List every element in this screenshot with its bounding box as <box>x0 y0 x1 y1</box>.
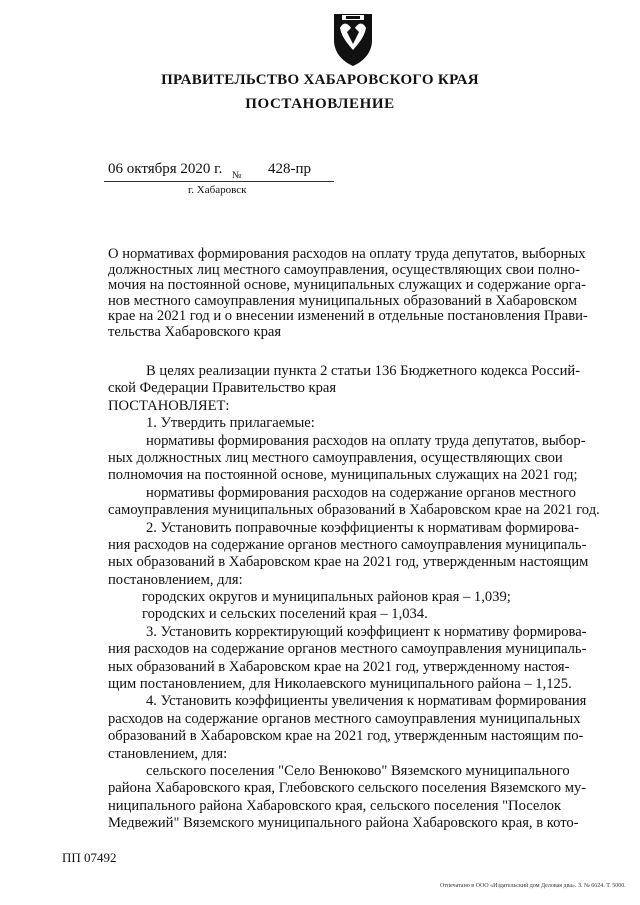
subject-line: О нормативах формирования расходов на оплату труда депутатов, выборных <box>108 246 586 262</box>
body-line: щим постановлением, для Николаевского муниципального района – 1,125. <box>108 676 572 693</box>
body-line: нормативы формирования расходов на оплату труда депутатов, выбор- <box>146 432 586 449</box>
body-line: ных образований в Хабаровском крае на 2021 год, утвержденному настоя- <box>108 658 570 675</box>
body-line: ных должностных лиц местного самоуправления, осуществляющих свои <box>108 449 563 466</box>
body-line: В целях реализации пункта 2 статьи 136 Бюджетного кодекса Россий- <box>146 363 581 379</box>
body-line: района Хабаровского края, Глебовского сельского поселения Вяземского му- <box>108 780 587 797</box>
number-sign: № <box>232 170 242 181</box>
document-city: г. Хабаровск <box>188 184 247 196</box>
subject-line: тельства Хабаровского края <box>108 323 282 340</box>
body-line: 3. Установить корректирующий коэффициент к нормативу формирова- <box>146 623 587 640</box>
body-line: ных образований в Хабаровском крае на 2021 год, утвержденным настоящим <box>108 554 589 571</box>
footer-code: ПП 07492 <box>62 850 117 865</box>
subject-line: должностных лиц местного самоуправления, осуществляющих свои полно- <box>108 261 580 278</box>
body-line: ния расходов на содержание органов местного самоуправления муниципаль- <box>108 536 587 553</box>
document-subject <box>108 247 618 340</box>
body-line: 2. Установить поправочные коэффициенты к нормативам формирова- <box>146 519 579 536</box>
body-line: ниципального района Хабаровского края, сельского поселения "Поселок <box>108 797 562 814</box>
body-line: нормативы формирования расходов на содержание органов местного <box>146 484 576 501</box>
coat-of-arms-icon <box>330 10 376 68</box>
body-line: образований в Хабаровском крае на 2021 год, утвержденным настоящим по- <box>108 728 584 745</box>
subject-line: крае на 2021 год и о внесении изменений в отдельные постановления Прави- <box>108 308 588 324</box>
document-date: 06 октября 2020 г. <box>108 161 223 177</box>
body-line: ПОСТАНОВЛЯЕТ: <box>108 397 230 414</box>
date-underline <box>104 181 334 182</box>
subject-line: нов местного самоуправления муниципальных образований в Хабаровском <box>108 292 578 309</box>
organization-title: ПРАВИТЕЛЬСТВО ХАБАРОВСКОГО КРАЯ <box>161 72 479 88</box>
body-line: самоуправления муниципальных образований в Хабаровском крае на 2021 год. <box>108 502 600 519</box>
body-line: 4. Установить коэффициенты увеличения к нормативам формирования <box>146 693 587 710</box>
body-line: ской Федерации Правительство края <box>108 380 337 397</box>
body-line: Медвежий" Вяземского муниципального района Хабаровского края, в кото- <box>108 815 579 832</box>
document-type: ПОСТАНОВЛЕНИЕ <box>245 96 395 112</box>
body-line: городских округов и муниципальных районов края – 1,039; <box>142 589 511 606</box>
body-line: становлением, для: <box>108 745 228 762</box>
body-line: городских и сельских поселений края – 1,034. <box>142 606 428 623</box>
body-line: сельского поселения "Село Венюково" Вяземского муниципального <box>146 762 570 779</box>
body-line: полномочия на постоянной основе, муниципальных служащих на 2021 год; <box>108 467 578 484</box>
body-line: 1. Утвердить прилагаемые: <box>146 415 315 432</box>
body-line: расходов на содержание органов местного самоуправления муниципальных <box>108 710 581 727</box>
body-line: постановлением, для: <box>108 571 243 588</box>
printing-note: Отпечатано в ООО «Издательский дом Деловая два». З. № 6624. Т. 5000. <box>440 883 626 889</box>
document-number: 428-пр <box>268 161 312 177</box>
subject-line: мочия на постоянной основе, муниципальных служащих и содержание орга- <box>108 277 587 293</box>
body-line: ния расходов на содержание органов местного самоуправления муниципаль- <box>108 641 587 658</box>
document-body <box>108 363 620 833</box>
